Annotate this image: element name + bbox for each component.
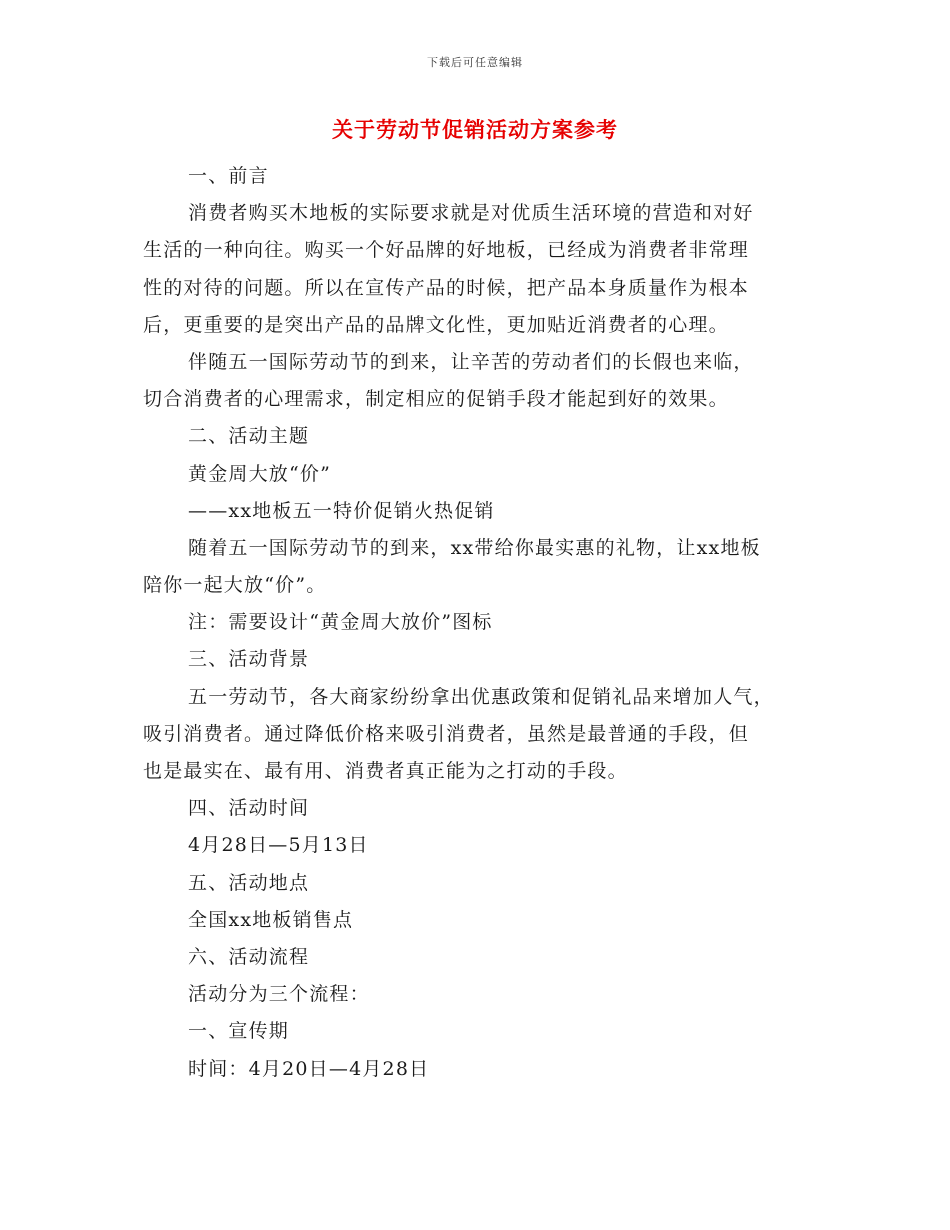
- paragraph-line: 时间：4月20日—4月28日: [188, 1057, 430, 1080]
- paragraph-line: ——xx地板五一特价促销火热促销: [188, 499, 495, 522]
- paragraph-line: 消费者购买木地板的实际要求就是对优质生活环境的营造和对好: [188, 202, 754, 225]
- paragraph-line: 注：需要设计“黄金周大放价”图标: [188, 611, 493, 634]
- paragraph-line: 全国xx地板销售点: [188, 908, 354, 931]
- paragraph-line: 生活的一种向往。购买一个好品牌的好地板，已经成为消费者非常理: [143, 239, 750, 262]
- header-note: 下载后可任意编辑: [427, 56, 523, 69]
- paragraph-line: 切合消费者的心理需求，制定相应的促销手段才能起到好的效果。: [143, 388, 729, 411]
- paragraph-line: 二、活动主题: [188, 425, 310, 448]
- paragraph-line: 也是最实在、最有用、消费者真正能为之打动的手段。: [143, 760, 628, 782]
- paragraph-line: 一、宣传期: [188, 1020, 290, 1043]
- paragraph-line: 四、活动时间: [188, 797, 310, 820]
- paragraph-line: 性的对待的问题。所以在宣传产品的时候，把产品本身质量作为根本: [143, 276, 750, 299]
- paragraph-line: 一、前言: [188, 165, 269, 187]
- paragraph-line: 伴随五一国际劳动节的到来，让辛苦的劳动者们的长假也来临，: [188, 350, 754, 373]
- paragraph-line: 活动分为三个流程：: [188, 983, 370, 1006]
- paragraph-line: 4月28日—5月13日: [188, 834, 369, 857]
- paragraph-line: 六、活动流程: [188, 945, 310, 968]
- paragraph-line: 吸引消费者。通过降低价格来吸引消费者，虽然是最普通的手段，但: [143, 722, 750, 745]
- paragraph-line: 陪你一起大放“价”。: [143, 574, 327, 597]
- paragraph-line: 随着五一国际劳动节的到来，xx带给你最实惠的礼物，让xx地板: [188, 536, 761, 559]
- document-title: 关于劳动节促销活动方案参考: [332, 117, 618, 142]
- paragraph-line: 后，更重要的是突出产品的品牌文化性，更加贴近消费者的心理。: [143, 313, 729, 336]
- paragraph-line: 五一劳动节，各大商家纷纷拿出优惠政策和促销礼品来增加人气，: [188, 685, 774, 708]
- paragraph-line: 五、活动地点: [188, 871, 310, 894]
- document-body: [143, 158, 815, 1088]
- paragraph-line: 三、活动背景: [188, 648, 310, 671]
- paragraph-line: 黄金周大放“价”: [188, 462, 332, 485]
